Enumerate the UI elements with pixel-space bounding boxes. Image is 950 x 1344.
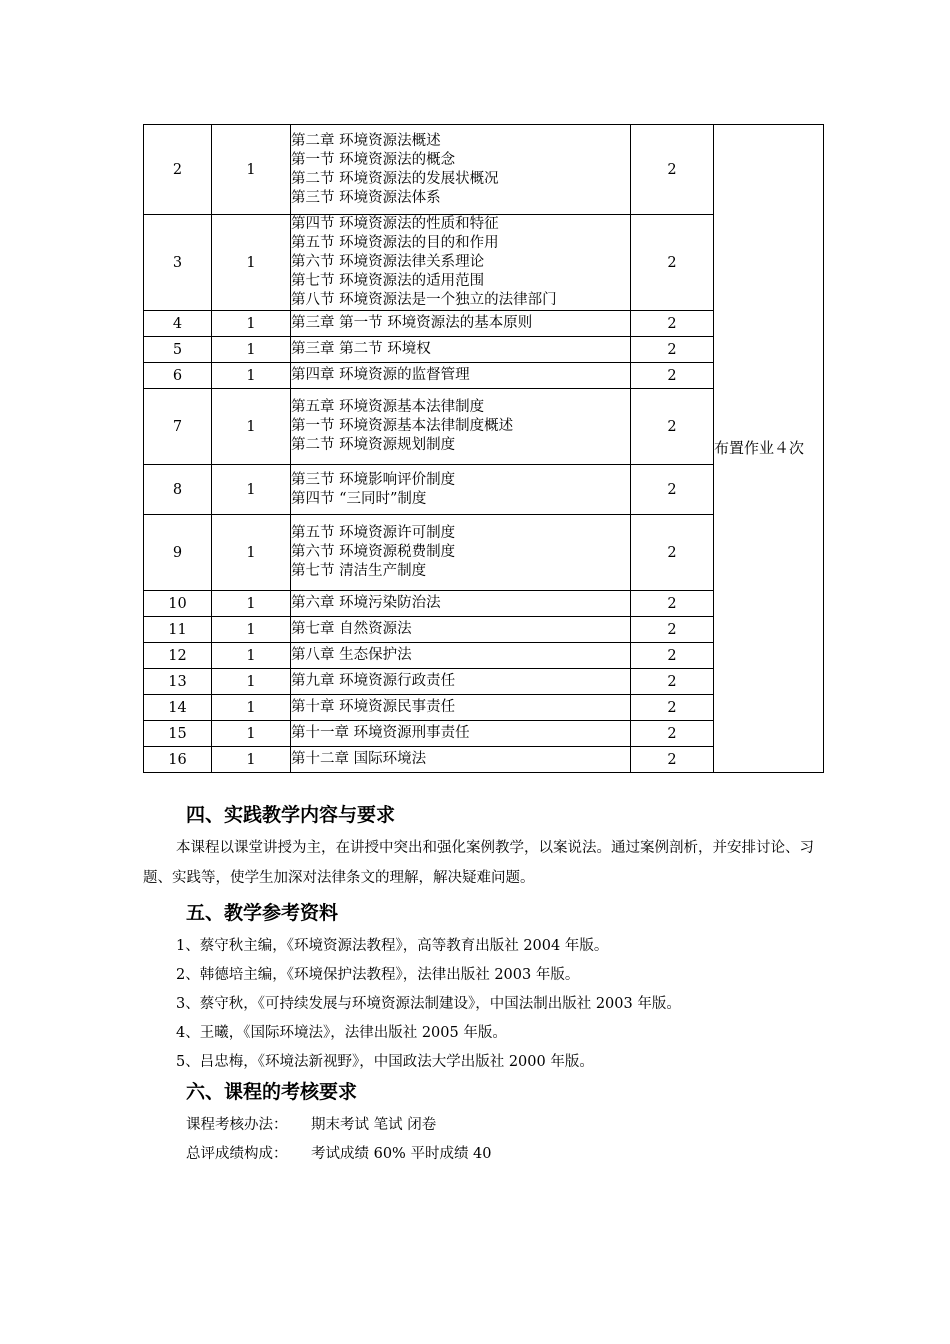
week-cell: 4 bbox=[144, 311, 212, 337]
content-line: 第六章 环境污染防治法 bbox=[291, 595, 441, 611]
content-cell bbox=[291, 721, 631, 747]
hours-cell: 1 bbox=[212, 617, 291, 643]
content-line: 第二节 环境资源法的发展状概况 bbox=[291, 170, 499, 187]
week-cell: 7 bbox=[144, 389, 212, 465]
week-cell: 5 bbox=[144, 337, 212, 363]
class-hours-cell: 2 bbox=[631, 215, 714, 311]
hours-cell: 1 bbox=[212, 465, 291, 515]
content-cell bbox=[291, 389, 631, 465]
class-hours-cell: 2 bbox=[631, 465, 714, 515]
content-line: 第八节 环境资源法是一个独立的法律部门 bbox=[291, 292, 557, 308]
reference-item: 4、王曦，《国际环境法》，法律出版社 2005 年版。 bbox=[176, 1025, 507, 1041]
content-cell bbox=[291, 125, 631, 215]
content-line: 第六节 环境资源法律关系理论 bbox=[291, 254, 485, 270]
content-line: 第八章 生态保护法 bbox=[291, 647, 412, 663]
week-cell: 11 bbox=[144, 617, 212, 643]
content-cell bbox=[291, 311, 631, 337]
content-line: 第三章 第一节 环境资源法的基本原则 bbox=[291, 315, 533, 331]
grade-composition-value: 考试成绩 60% 平时成绩 40 bbox=[311, 1146, 492, 1162]
hours-cell: 1 bbox=[212, 747, 291, 773]
schedule-body bbox=[144, 125, 824, 773]
section6-heading: 六、课程的考核要求 bbox=[186, 1081, 358, 1103]
exam-method-line bbox=[186, 1113, 436, 1134]
schedule-row bbox=[144, 125, 824, 215]
content-line: 第五节 环境资源许可制度 bbox=[291, 525, 456, 541]
content-line: 第九章 环境资源行政责任 bbox=[291, 673, 456, 689]
hours-cell: 1 bbox=[212, 643, 291, 669]
content-line: 第七节 清洁生产制度 bbox=[291, 563, 427, 579]
hours-cell: 1 bbox=[212, 215, 291, 311]
content-cell bbox=[291, 617, 631, 643]
week-cell: 14 bbox=[144, 695, 212, 721]
section4-text: 本课程以课堂讲授为主，在讲授中突出和强化案例教学，以案说法。通过案例剖析，并安排讨论、习题、实践等，使学生加深对法律条文的理解，解决疑难问题。 bbox=[143, 840, 814, 886]
content-line: 第四章 环境资源的监督管理 bbox=[291, 367, 470, 383]
content-line: 第二节 环境资源规划制度 bbox=[291, 437, 456, 453]
content-line: 第四节 “三同时”制度 bbox=[291, 490, 427, 507]
section4-heading: 四、实践教学内容与要求 bbox=[186, 804, 396, 826]
content-line: 第一节 环境资源法的概念 bbox=[291, 151, 456, 168]
content-cell bbox=[291, 643, 631, 669]
content-cell bbox=[291, 591, 631, 617]
hours-cell: 1 bbox=[212, 721, 291, 747]
content-cell bbox=[291, 515, 631, 591]
reference-item: 2、韩德培主编，《环境保护法教程》，法律出版社 2003 年版。 bbox=[176, 967, 580, 983]
class-hours-cell: 2 bbox=[631, 669, 714, 695]
content-line: 第三章 第二节 环境权 bbox=[291, 341, 431, 357]
teaching-schedule-table bbox=[143, 124, 824, 773]
grade-composition-label: 总评成绩构成： bbox=[186, 1146, 288, 1162]
reference-item: 5、吕忠梅，《环境法新视野》，中国政法大学出版社 2000 年版。 bbox=[176, 1054, 594, 1070]
content-line: 第五节 环境资源法的目的和作用 bbox=[291, 235, 499, 251]
hours-cell: 1 bbox=[212, 669, 291, 695]
class-hours-cell: 2 bbox=[631, 125, 714, 215]
reference-item: 1、蔡守秋主编，《环境资源法教程》，高等教育出版社 2004 年版。 bbox=[176, 938, 609, 954]
class-hours-cell: 2 bbox=[631, 363, 714, 389]
week-cell: 15 bbox=[144, 721, 212, 747]
grade-composition-line bbox=[186, 1142, 492, 1163]
hours-cell: 1 bbox=[212, 389, 291, 465]
week-cell: 9 bbox=[144, 515, 212, 591]
hours-cell: 1 bbox=[212, 695, 291, 721]
class-hours-cell: 2 bbox=[631, 389, 714, 465]
hours-cell: 1 bbox=[212, 591, 291, 617]
class-hours-cell: 2 bbox=[631, 337, 714, 363]
content-cell bbox=[291, 363, 631, 389]
content-cell bbox=[291, 465, 631, 515]
week-cell: 12 bbox=[144, 643, 212, 669]
content-line: 第十章 环境资源民事责任 bbox=[291, 699, 456, 715]
section4-paragraph bbox=[143, 833, 823, 893]
week-cell: 16 bbox=[144, 747, 212, 773]
week-cell: 13 bbox=[144, 669, 212, 695]
class-hours-cell: 2 bbox=[631, 311, 714, 337]
hours-cell: 1 bbox=[212, 337, 291, 363]
content-cell bbox=[291, 337, 631, 363]
content-line: 第六节 环境资源税费制度 bbox=[291, 544, 456, 560]
content-cell bbox=[291, 215, 631, 311]
hours-cell: 1 bbox=[212, 311, 291, 337]
content-line: 第三节 环境资源法体系 bbox=[291, 189, 441, 206]
class-hours-cell: 2 bbox=[631, 747, 714, 773]
section5-heading: 五、教学参考资料 bbox=[186, 902, 339, 924]
class-hours-cell: 2 bbox=[631, 591, 714, 617]
class-hours-cell: 2 bbox=[631, 643, 714, 669]
class-hours-cell: 2 bbox=[631, 617, 714, 643]
content-line: 第二章 环境资源法概述 bbox=[291, 132, 441, 149]
assignment-note-cell: 布置作业４次 bbox=[714, 125, 824, 773]
content-line: 第四节 环境资源法的性质和特征 bbox=[291, 216, 499, 232]
exam-method-value: 期末考试 笔试 闭卷 bbox=[311, 1117, 437, 1133]
content-line: 第七章 自然资源法 bbox=[291, 621, 412, 637]
content-line: 第十二章 国际环境法 bbox=[291, 751, 427, 767]
content-line: 第五章 环境资源基本法律制度 bbox=[291, 399, 485, 415]
content-cell bbox=[291, 669, 631, 695]
exam-method-label: 课程考核办法： bbox=[186, 1117, 288, 1133]
week-cell: 6 bbox=[144, 363, 212, 389]
content-cell bbox=[291, 695, 631, 721]
reference-item: 3、蔡守秋，《可持续发展与环境资源法制建设》，中国法制出版社 2003 年版。 bbox=[176, 996, 681, 1012]
hours-cell: 1 bbox=[212, 363, 291, 389]
hours-cell: 1 bbox=[212, 125, 291, 215]
hours-cell: 1 bbox=[212, 515, 291, 591]
week-cell: 2 bbox=[144, 125, 212, 215]
week-cell: 10 bbox=[144, 591, 212, 617]
content-line: 第三节 环境影响评价制度 bbox=[291, 471, 456, 488]
week-cell: 8 bbox=[144, 465, 212, 515]
content-line: 第十一章 环境资源刑事责任 bbox=[291, 725, 470, 741]
class-hours-cell: 2 bbox=[631, 721, 714, 747]
class-hours-cell: 2 bbox=[631, 515, 714, 591]
content-line: 第七节 环境资源法的适用范围 bbox=[291, 273, 485, 289]
week-cell: 3 bbox=[144, 215, 212, 311]
class-hours-cell: 2 bbox=[631, 695, 714, 721]
content-cell bbox=[291, 747, 631, 773]
content-line: 第一节 环境资源基本法律制度概述 bbox=[291, 418, 514, 434]
